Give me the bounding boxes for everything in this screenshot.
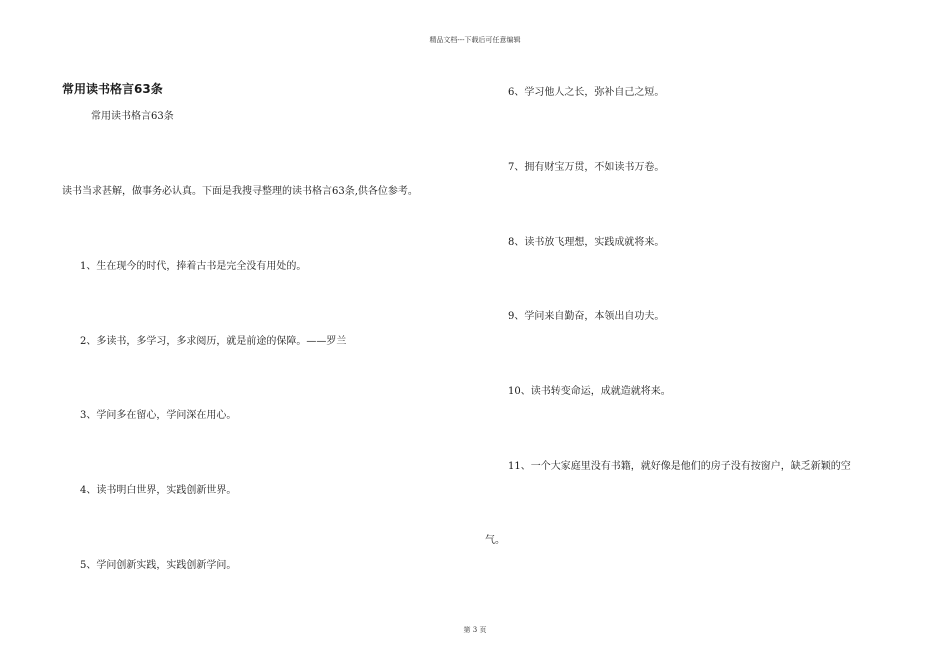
quote-item: 4、读书明白世界，实践创新世界。 — [80, 485, 237, 496]
document-subtitle: 常用读书格言63条 — [91, 111, 174, 122]
quote-item: 5、学问创新实践，实践创新学问。 — [80, 560, 237, 571]
quote-item: 6、学习他人之长，弥补自己之短。 — [508, 87, 665, 98]
quote-item: 3、学问多在留心，学问深在用心。 — [80, 410, 237, 421]
quote-item: 11、一个大家庭里没有书籍，就好像是他们的房子没有按窗户，缺乏新颖的空 — [508, 461, 851, 472]
page-header: 精品文档---下载后可任意编辑 — [429, 36, 521, 44]
document-title: 常用读书格言63条 — [62, 82, 163, 96]
intro-paragraph: 读书当求甚解，做事务必认真。下面是我搜寻整理的读书格言63条,供各位参考。 — [62, 186, 418, 197]
quote-continuation: 气。 — [485, 535, 505, 546]
quote-item: 10、读书转变命运，成就造就将来。 — [508, 386, 671, 397]
quote-item: 8、读书放飞理想，实践成就将来。 — [508, 237, 665, 248]
quote-item: 7、拥有财宝万贯，不如读书万卷。 — [508, 162, 665, 173]
quote-item: 2、多读书，多学习，多求阅历，就是前途的保障。——罗兰 — [80, 336, 347, 347]
quote-item: 1、生在现今的时代，捧着古书是完全没有用处的。 — [80, 261, 307, 272]
page-number: 第 3 页 — [463, 626, 487, 634]
quote-item: 9、学问来自勤奋，本领出自功夫。 — [508, 311, 665, 322]
